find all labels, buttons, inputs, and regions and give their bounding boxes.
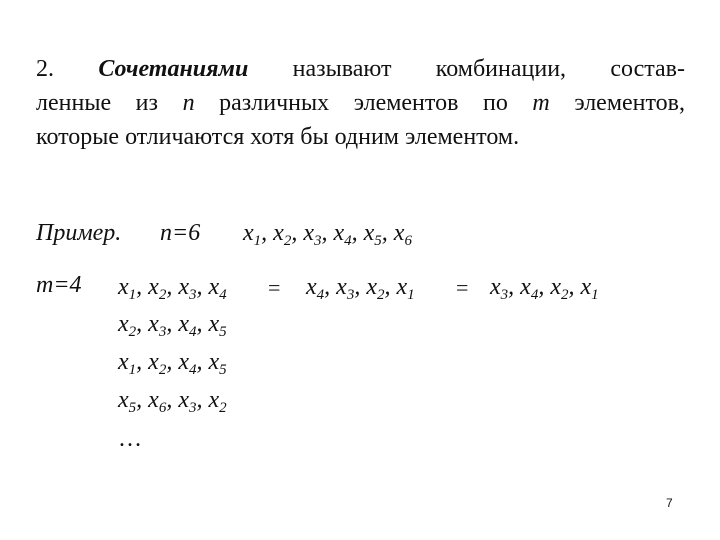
- combination-term: $x_2$: [208, 387, 227, 416]
- element-term: $x_3$: [303, 220, 322, 249]
- combination-term: $x_4$: [208, 274, 227, 303]
- combination-row-1b: $x_4$, $x_3$, $x_2$, $x_1$: [306, 274, 415, 303]
- combination-term: $x_5$: [208, 311, 227, 340]
- combination-row-4: $x_5$, $x_6$, $x_3$, $x_2$: [118, 387, 227, 416]
- combination-term: $x_5$: [208, 349, 227, 378]
- equals-sign-1: =: [268, 275, 281, 300]
- ellipsis: …: [118, 426, 142, 452]
- variable-m: m: [532, 90, 550, 116]
- combination-term: $x_4$: [178, 311, 197, 340]
- combination-row-1a: $x_1$, $x_2$, $x_3$, $x_4$: [118, 274, 227, 303]
- combination-term: $x_3$: [178, 387, 197, 416]
- definition-line-2: [36, 86, 685, 120]
- definition-text-2a: ленные из: [36, 90, 158, 116]
- combination-term: $x_4$: [178, 349, 197, 378]
- combination-term: $x_1$: [396, 274, 415, 303]
- combination-term: $x_2$: [550, 274, 569, 303]
- example-m-value: m=4: [36, 272, 82, 298]
- combination-term: $x_1$: [118, 349, 137, 378]
- combination-term: $x_2$: [366, 274, 385, 303]
- defined-term: Сочетаниями: [98, 56, 249, 82]
- example-label: Пример.: [36, 220, 122, 246]
- combination-term: $x_2$: [118, 311, 137, 340]
- definition-line-3: которые отличаются хотя бы одним элементом.: [36, 124, 520, 150]
- definition-text-1: называют комбинации, состав-: [292, 56, 686, 82]
- combination-term: $x_1$: [118, 274, 137, 303]
- definition-line-1: [36, 52, 685, 86]
- combination-term: $x_4$: [306, 274, 325, 303]
- element-term: $x_1$: [243, 220, 262, 249]
- combination-row-2: $x_2$, $x_3$, $x_4$, $x_5$: [118, 311, 227, 340]
- combination-term: $x_2$: [148, 349, 167, 378]
- example-element-set: $x_1$, $x_2$, $x_3$, $x_4$, $x_5$, $x_6$: [243, 220, 412, 249]
- combination-term: $x_3$: [490, 274, 509, 303]
- combination-term: $x_5$: [118, 387, 137, 416]
- item-number: 2.: [36, 56, 54, 82]
- definition-text-2b: различных элементов по: [219, 90, 508, 116]
- element-term: $x_2$: [273, 220, 292, 249]
- equals-sign-2: =: [456, 275, 469, 300]
- definition-paragraph: [36, 52, 685, 154]
- combination-term: $x_6$: [148, 387, 167, 416]
- page-number: 7: [666, 496, 673, 510]
- combination-term: $x_2$: [148, 274, 167, 303]
- element-term: $x_5$: [363, 220, 382, 249]
- combination-term: $x_3$: [336, 274, 355, 303]
- element-term: $x_4$: [333, 220, 352, 249]
- combination-term: $x_3$: [148, 311, 167, 340]
- definition-text-2c: элементов,: [574, 90, 686, 116]
- combination-row-3: $x_1$, $x_2$, $x_4$, $x_5$: [118, 349, 227, 378]
- combination-row-1c: $x_3$, $x_4$, $x_2$, $x_1$: [490, 274, 599, 303]
- combination-term: $x_1$: [580, 274, 599, 303]
- variable-n: n: [182, 90, 195, 116]
- example-n-value: n=6: [160, 220, 201, 246]
- element-term: $x_6$: [393, 220, 412, 249]
- combination-term: $x_4$: [520, 274, 539, 303]
- combination-term: $x_3$: [178, 274, 197, 303]
